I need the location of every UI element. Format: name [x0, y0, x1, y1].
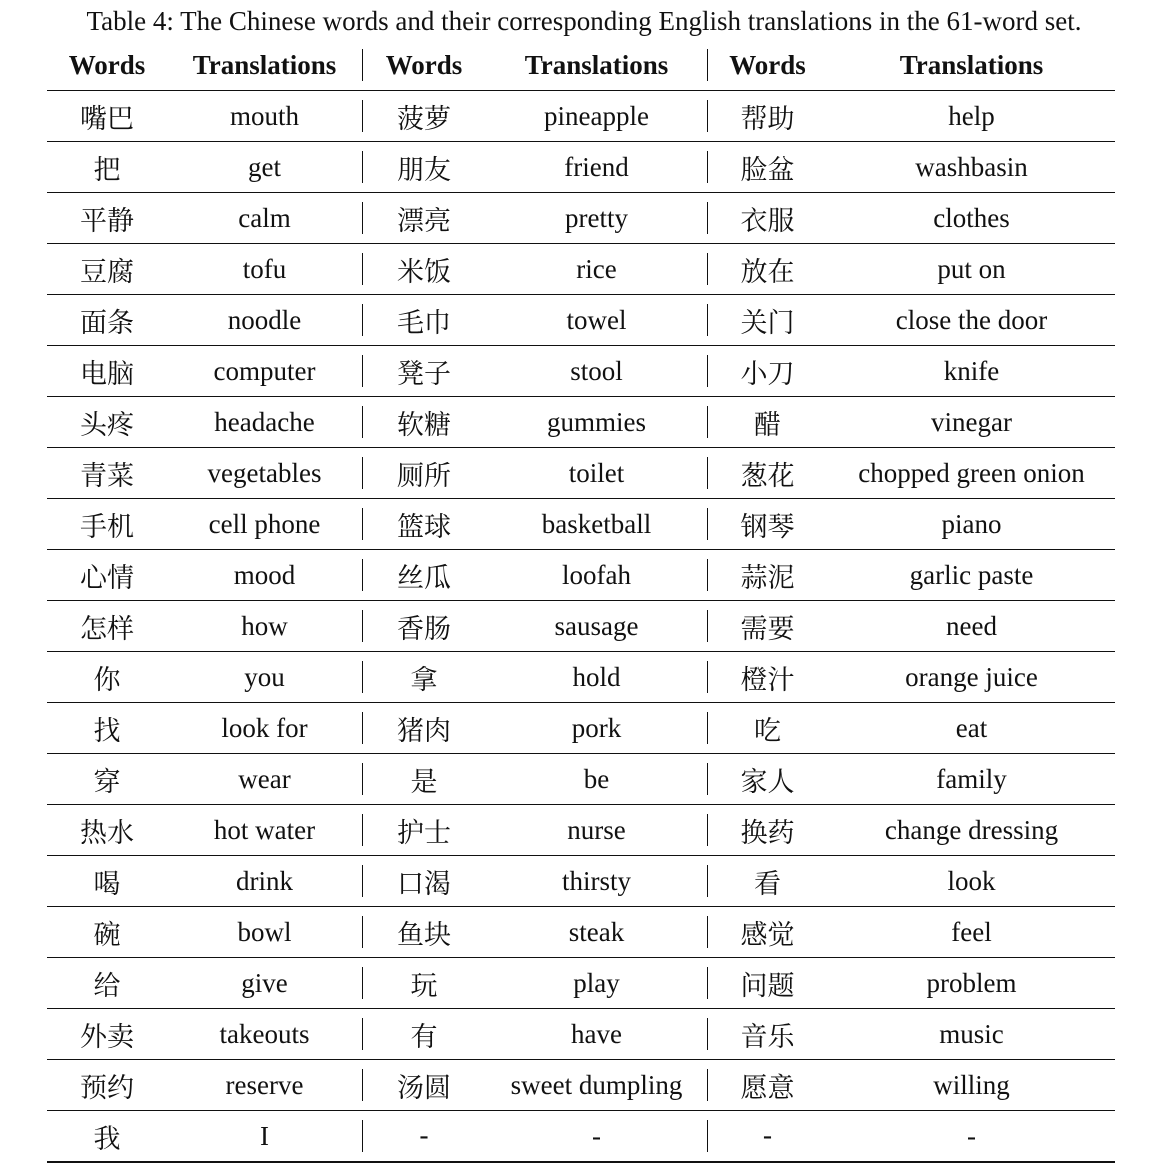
- table-row: [47, 805, 1115, 856]
- chinese-word-cell-3: 问题: [707, 958, 828, 1009]
- chinese-word-cell-1: 穿: [47, 754, 167, 805]
- table-row: [47, 499, 1115, 550]
- chinese-word-cell-1: 给: [47, 958, 167, 1009]
- english-translation-cell-1: noodle: [167, 295, 362, 346]
- table-row: [47, 142, 1115, 193]
- header-translations-2: Translations: [486, 40, 707, 91]
- chinese-word-cell-3: 愿意: [707, 1060, 828, 1111]
- table-row: [47, 550, 1115, 601]
- english-translation-cell-1: wear: [167, 754, 362, 805]
- chinese-word-cell-2: 米饭: [362, 244, 486, 295]
- english-translation-cell-1: headache: [167, 397, 362, 448]
- chinese-word-cell-1: 面条: [47, 295, 167, 346]
- chinese-word-cell-2: 丝瓜: [362, 550, 486, 601]
- table-header-row: [47, 40, 1115, 91]
- chinese-word-cell-1: 预约: [47, 1060, 167, 1111]
- english-translation-cell-1: reserve: [167, 1060, 362, 1111]
- english-translation-cell-1: calm: [167, 193, 362, 244]
- english-translation-cell-1: bowl: [167, 907, 362, 958]
- header-words-3: Words: [707, 40, 828, 91]
- chinese-word-cell-2: 汤圆: [362, 1060, 486, 1111]
- chinese-word-cell-2: 护士: [362, 805, 486, 856]
- english-translation-cell-2: rice: [486, 244, 707, 295]
- header-words-1: Words: [47, 40, 167, 91]
- chinese-word-cell-3: 感觉: [707, 907, 828, 958]
- english-translation-cell-2: steak: [486, 907, 707, 958]
- header-words-2: Words: [362, 40, 486, 91]
- chinese-word-cell-2: 猪肉: [362, 703, 486, 754]
- table-row: [47, 397, 1115, 448]
- english-translation-cell-2: have: [486, 1009, 707, 1060]
- chinese-word-cell-3: 橙汁: [707, 652, 828, 703]
- chinese-word-cell-3: 家人: [707, 754, 828, 805]
- english-translation-cell-2: play: [486, 958, 707, 1009]
- header-translations-1: Translations: [167, 40, 362, 91]
- english-translation-cell-1: computer: [167, 346, 362, 397]
- english-translation-cell-3: piano: [828, 499, 1115, 550]
- chinese-word-cell-2: 玩: [362, 958, 486, 1009]
- chinese-word-cell-3: 音乐: [707, 1009, 828, 1060]
- english-translation-cell-2: be: [486, 754, 707, 805]
- english-translation-cell-3: clothes: [828, 193, 1115, 244]
- chinese-word-cell-2: 凳子: [362, 346, 486, 397]
- english-translation-cell-1: vegetables: [167, 448, 362, 499]
- chinese-word-cell-3: 葱花: [707, 448, 828, 499]
- chinese-word-cell-1: 电脑: [47, 346, 167, 397]
- english-translation-cell-2: loofah: [486, 550, 707, 601]
- english-translation-cell-2: towel: [486, 295, 707, 346]
- english-translation-cell-3: vinegar: [828, 397, 1115, 448]
- english-translation-cell-2: sausage: [486, 601, 707, 652]
- table-body: [47, 91, 1115, 1163]
- english-translation-cell-2: friend: [486, 142, 707, 193]
- chinese-word-cell-1: 头疼: [47, 397, 167, 448]
- table-row: [47, 295, 1115, 346]
- chinese-word-cell-1: 把: [47, 142, 167, 193]
- chinese-word-cell-1: 怎样: [47, 601, 167, 652]
- table-row: [47, 1060, 1115, 1111]
- chinese-word-cell-3: -: [707, 1111, 828, 1163]
- chinese-word-cell-1: 手机: [47, 499, 167, 550]
- english-translation-cell-2: sweet dumpling: [486, 1060, 707, 1111]
- chinese-word-cell-3: 换药: [707, 805, 828, 856]
- chinese-word-cell-1: 嘴巴: [47, 91, 167, 142]
- chinese-word-cell-2: 毛巾: [362, 295, 486, 346]
- chinese-word-cell-3: 钢琴: [707, 499, 828, 550]
- table-row: [47, 244, 1115, 295]
- chinese-word-cell-2: -: [362, 1111, 486, 1163]
- table-row: [47, 1111, 1115, 1163]
- chinese-word-cell-2: 口渴: [362, 856, 486, 907]
- chinese-word-cell-1: 你: [47, 652, 167, 703]
- chinese-word-cell-2: 厕所: [362, 448, 486, 499]
- table-caption: Table 4: The Chinese words and their corresponding English translations in the 61-word set.: [86, 6, 1082, 36]
- chinese-word-cell-3: 脸盆: [707, 142, 828, 193]
- table-row: [47, 346, 1115, 397]
- english-translation-cell-3: need: [828, 601, 1115, 652]
- english-translation-cell-2: nurse: [486, 805, 707, 856]
- chinese-word-cell-3: 吃: [707, 703, 828, 754]
- english-translation-cell-2: toilet: [486, 448, 707, 499]
- chinese-word-cell-3: 帮助: [707, 91, 828, 142]
- english-translation-cell-2: basketball: [486, 499, 707, 550]
- english-translation-cell-3: music: [828, 1009, 1115, 1060]
- english-translation-cell-2: thirsty: [486, 856, 707, 907]
- english-translation-cell-3: look: [828, 856, 1115, 907]
- english-translation-cell-2: gummies: [486, 397, 707, 448]
- english-translation-cell-3: eat: [828, 703, 1115, 754]
- chinese-word-cell-2: 有: [362, 1009, 486, 1060]
- english-translation-cell-3: put on: [828, 244, 1115, 295]
- table-row: [47, 448, 1115, 499]
- table-row: [47, 193, 1115, 244]
- english-translation-cell-1: cell phone: [167, 499, 362, 550]
- chinese-word-cell-1: 我: [47, 1111, 167, 1163]
- english-translation-cell-1: mood: [167, 550, 362, 601]
- chinese-word-cell-2: 漂亮: [362, 193, 486, 244]
- chinese-word-cell-2: 菠萝: [362, 91, 486, 142]
- chinese-word-cell-3: 放在: [707, 244, 828, 295]
- english-translation-cell-2: -: [486, 1111, 707, 1163]
- chinese-word-cell-3: 关门: [707, 295, 828, 346]
- english-translation-cell-1: takeouts: [167, 1009, 362, 1060]
- english-translation-cell-3: problem: [828, 958, 1115, 1009]
- english-translation-cell-1: you: [167, 652, 362, 703]
- english-translation-cell-1: mouth: [167, 91, 362, 142]
- chinese-word-cell-2: 篮球: [362, 499, 486, 550]
- table-row: [47, 1009, 1115, 1060]
- chinese-word-cell-2: 是: [362, 754, 486, 805]
- english-translation-cell-3: willing: [828, 1060, 1115, 1111]
- english-translation-cell-3: change dressing: [828, 805, 1115, 856]
- chinese-word-cell-1: 青菜: [47, 448, 167, 499]
- chinese-word-cell-2: 拿: [362, 652, 486, 703]
- english-translation-cell-3: family: [828, 754, 1115, 805]
- english-translation-cell-2: pretty: [486, 193, 707, 244]
- chinese-word-cell-1: 热水: [47, 805, 167, 856]
- english-translation-cell-3: garlic paste: [828, 550, 1115, 601]
- english-translation-cell-1: hot water: [167, 805, 362, 856]
- english-translation-cell-1: I: [167, 1111, 362, 1163]
- english-translation-cell-3: chopped green onion: [828, 448, 1115, 499]
- english-translation-cell-1: tofu: [167, 244, 362, 295]
- english-translation-cell-2: stool: [486, 346, 707, 397]
- table-row: [47, 958, 1115, 1009]
- chinese-word-cell-3: 醋: [707, 397, 828, 448]
- english-translation-cell-1: look for: [167, 703, 362, 754]
- chinese-word-cell-2: 软糖: [362, 397, 486, 448]
- english-translation-cell-3: washbasin: [828, 142, 1115, 193]
- english-translation-cell-3: knife: [828, 346, 1115, 397]
- chinese-word-cell-3: 蒜泥: [707, 550, 828, 601]
- chinese-word-cell-1: 心情: [47, 550, 167, 601]
- english-translation-cell-3: orange juice: [828, 652, 1115, 703]
- english-translation-cell-2: pineapple: [486, 91, 707, 142]
- word-translation-table: [47, 40, 1115, 1163]
- chinese-word-cell-1: 喝: [47, 856, 167, 907]
- english-translation-cell-3: close the door: [828, 295, 1115, 346]
- english-translation-cell-3: -: [828, 1111, 1115, 1163]
- english-translation-cell-1: give: [167, 958, 362, 1009]
- chinese-word-cell-1: 豆腐: [47, 244, 167, 295]
- english-translation-cell-1: how: [167, 601, 362, 652]
- chinese-word-cell-3: 需要: [707, 601, 828, 652]
- english-translation-cell-1: drink: [167, 856, 362, 907]
- table-row: [47, 856, 1115, 907]
- table-row: [47, 907, 1115, 958]
- english-translation-cell-1: get: [167, 142, 362, 193]
- english-translation-cell-2: pork: [486, 703, 707, 754]
- table-row: [47, 91, 1115, 142]
- chinese-word-cell-2: 鱼块: [362, 907, 486, 958]
- chinese-word-cell-1: 平静: [47, 193, 167, 244]
- header-translations-3: Translations: [828, 40, 1115, 91]
- english-translation-cell-3: feel: [828, 907, 1115, 958]
- chinese-word-cell-2: 香肠: [362, 601, 486, 652]
- table-row: [47, 754, 1115, 805]
- chinese-word-cell-1: 外卖: [47, 1009, 167, 1060]
- chinese-word-cell-3: 衣服: [707, 193, 828, 244]
- table-row: [47, 601, 1115, 652]
- chinese-word-cell-2: 朋友: [362, 142, 486, 193]
- english-translation-cell-2: hold: [486, 652, 707, 703]
- chinese-word-cell-3: 小刀: [707, 346, 828, 397]
- chinese-word-cell-1: 碗: [47, 907, 167, 958]
- chinese-word-cell-3: 看: [707, 856, 828, 907]
- english-translation-cell-3: help: [828, 91, 1115, 142]
- table-row: [47, 703, 1115, 754]
- table-row: [47, 652, 1115, 703]
- chinese-word-cell-1: 找: [47, 703, 167, 754]
